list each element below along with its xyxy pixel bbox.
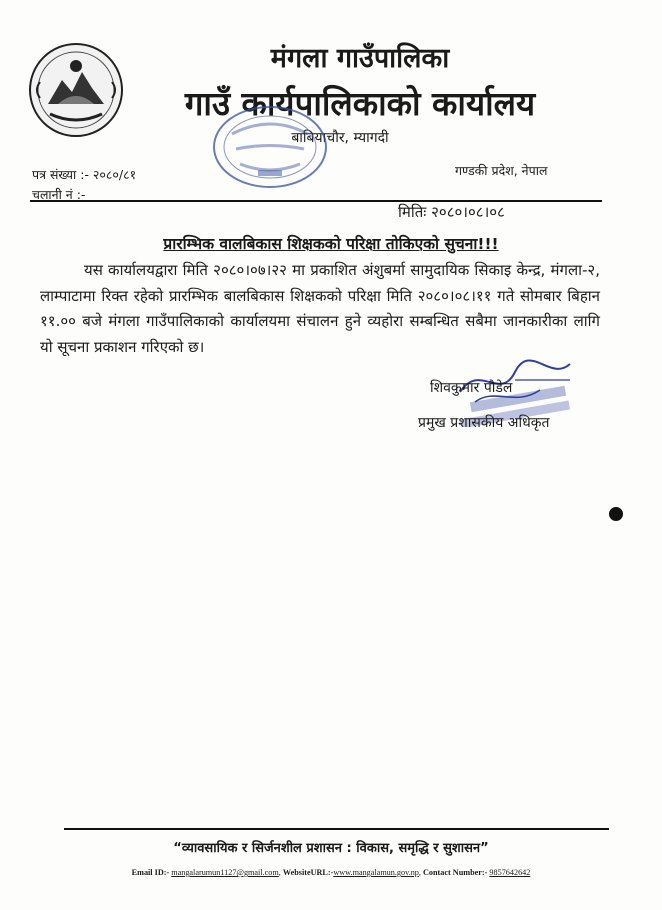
website-label: WebsiteURL:- [282,868,334,877]
contact-number[interactable]: 9857642642 [489,868,531,877]
ink-smudge [609,507,623,521]
footer-contact: Email ID:- mangalarumun1127@gmail.com, WebsiteURL:-www.mangalamun.gov.np, Contact Number:- 9857642642 [131,868,531,877]
website-link[interactable]: www.mangalamun.gov.np [333,868,419,877]
office-name: गाउँ कार्यपालिकाको कार्यालय [184,84,536,123]
signatory-name: शिवकुमार पौडेल [430,380,513,396]
letter-number: पत्र संख्या :- २०८०/८१ [32,167,137,182]
header-divider [30,200,602,202]
office-address: बाबियाचौर, म्यागदी [291,130,389,146]
contact-label: Contact Number:- [423,868,488,877]
email-link[interactable]: mangalarumun1127@gmail.com [171,868,279,877]
email-label: Email ID:- [131,868,170,877]
official-stamp [210,104,330,190]
notice-title [0,232,662,254]
province-label: गण्डकी प्रदेश, नेपाल [455,163,548,178]
footer-slogan: “व्यावसायिक र सिर्जनशील प्रशासन : विकास, समृद्धि र सुशासन” [173,841,489,856]
footer-divider [64,828,609,830]
municipality-name: मंगला गाउँपालिका [270,43,450,74]
dispatch-number: चलानी नं :- [32,187,86,202]
signatory-title: प्रमुख प्रशासकीय अधिकृत [418,415,550,431]
notice-title-text: प्रारम्भिक वालबिकास शिक्षकको परिक्षा तोकिएको सुचना!!! [163,235,499,253]
notice-body: यस कार्यालयद्वारा मिति २०८०।०७।२२ मा प्रकाशित अंशुबर्मा सामुदायिक सिकाइ केन्द्र, मंगला-२, लाम्पाटामा रिक्त रहेको प्रारम्भिक बालबिकास शिक्षकको परिक्षा मिति २०८०।०८।११ गते सोमबार बिहान ११.०० बजे मंगला गाउँपालिकाको कार्यालयमा संचालन हुने व्यहोरा सम्बन्धित सबैमा जानकारीका लागि यो सूचना प्रकाशन गरिएको छ। [40,261,600,356]
issue-date: मितिः २०८०।०८।०८ [398,203,505,221]
